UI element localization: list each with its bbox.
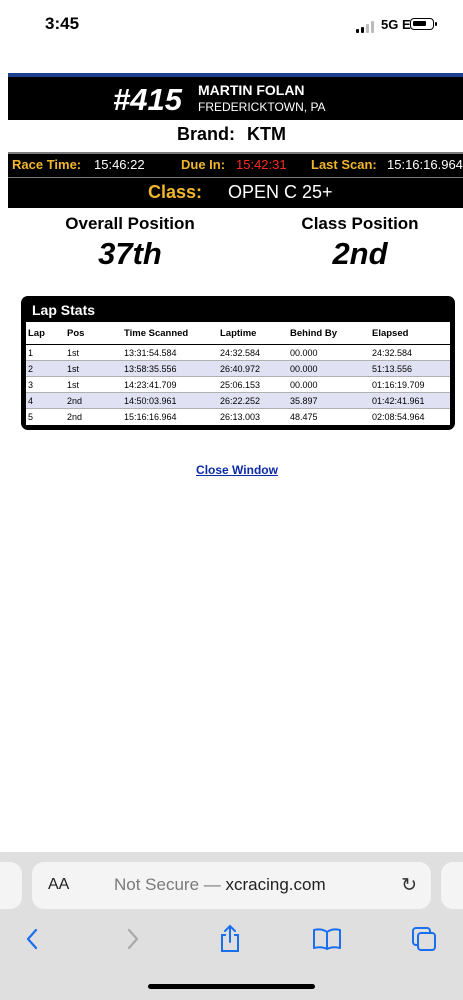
security-label: Not Secure — [114,875,221,894]
last-scan-label: Last Scan: [311,157,377,172]
address-bar[interactable] [32,862,431,909]
due-in-label: Due In: [181,157,226,172]
race-time-label: Race Time: [12,157,82,172]
brand-label: Brand: [177,124,235,144]
column-header: Lap [28,327,45,339]
racer-location: FREDERICKTOWN, PA [198,100,326,114]
column-header: Behind By [290,327,337,339]
table-cell: 35.897 [289,393,371,409]
table-cell: 01:16:19.709 [371,377,450,393]
table-cell: 51:13.556 [371,361,450,377]
share-button[interactable] [212,922,248,956]
table-cell: 13:31:54.584 [123,345,219,361]
next-tab-preview[interactable] [441,862,463,909]
table-row [26,393,450,409]
lap-stats-table-container [26,322,450,425]
table-row [26,409,450,425]
table-row [26,377,450,393]
table-cell: 2nd [66,393,123,409]
table-cell: 26:13.003 [219,409,289,425]
table-cell: 24:32.584 [219,345,289,361]
class-label: Class: [148,182,203,202]
share-icon [218,924,242,954]
due-in-value: 15:42:31 [236,157,287,172]
table-cell: 26:40.972 [219,361,289,377]
race-info-bar [8,152,463,179]
racer-number: #415 [113,82,182,117]
bookmarks-button[interactable] [309,922,345,956]
tabs-button[interactable] [406,922,442,956]
table-row [26,361,450,377]
brand-row [0,124,463,145]
tabs-icon [410,925,438,953]
class-value: OPEN C 25+ [228,182,333,202]
table-row [26,345,450,361]
table-cell: 15:16:16.964 [123,409,219,425]
table-cell: 1st [66,377,123,393]
home-indicator[interactable] [148,984,315,989]
table-cell: 14:50:03.961 [123,393,219,409]
previous-tab-preview[interactable] [0,862,22,909]
reader-settings-button[interactable]: AA [48,876,70,893]
table-cell: 3 [26,377,66,393]
lap-stats-title: Lap Stats [32,302,96,318]
table-cell: 13:58:35.556 [123,361,219,377]
lap-stats-table [26,322,450,424]
signal-strength-icon [356,21,378,33]
overall-position-label: Overall Position [65,214,195,233]
clock: 3:45 [45,14,80,33]
column-header: Pos [67,327,85,339]
forward-button[interactable] [115,922,151,956]
column-header: Elapsed [372,327,409,339]
table-header-row [26,322,450,345]
column-header: Laptime [220,327,257,339]
column-header: Time Scanned [124,327,189,339]
table-cell: 1st [66,345,123,361]
browser-toolbar [0,852,463,1000]
class-bar [8,178,463,208]
network-type: 5G E [381,17,411,32]
last-scan-value: 15:16:16.964 [387,157,463,172]
battery-icon [410,18,434,30]
table-cell: 1st [66,361,123,377]
table-cell: 02:08:54.964 [371,409,450,425]
table-cell: 5 [26,409,66,425]
back-icon [25,928,39,950]
racer-header [8,77,463,120]
table-cell: 14:23:41.709 [123,377,219,393]
url-text [114,875,326,895]
close-window-link[interactable]: Close Window [196,463,278,477]
brand-value: KTM [247,124,286,144]
class-position-label: Class Position [301,214,419,233]
table-cell: 2nd [66,409,123,425]
table-cell: 26:22.252 [219,393,289,409]
lap-stats-panel [21,296,455,430]
table-cell: 24:32.584 [371,345,450,361]
table-cell: 1 [26,345,66,361]
table-cell: 48.475 [289,409,371,425]
racer-name: MARTIN FOLAN [198,82,305,98]
table-cell: 2 [26,361,66,377]
forward-icon [126,928,140,950]
table-cell: 00.000 [289,361,371,377]
reload-icon[interactable]: ↻ [401,875,417,896]
overall-position-value: 37th [98,236,162,271]
bookmarks-icon [312,927,342,951]
back-button[interactable] [14,922,50,956]
status-bar [0,0,463,50]
domain-label: xcracing.com [225,875,326,894]
class-position-value: 2nd [332,236,388,271]
table-cell: 01:42:41.961 [371,393,450,409]
race-time-value: 15:46:22 [94,157,145,172]
table-cell: 00.000 [289,345,371,361]
table-cell: 25:06.153 [219,377,289,393]
table-cell: 00.000 [289,377,371,393]
table-cell: 4 [26,393,66,409]
